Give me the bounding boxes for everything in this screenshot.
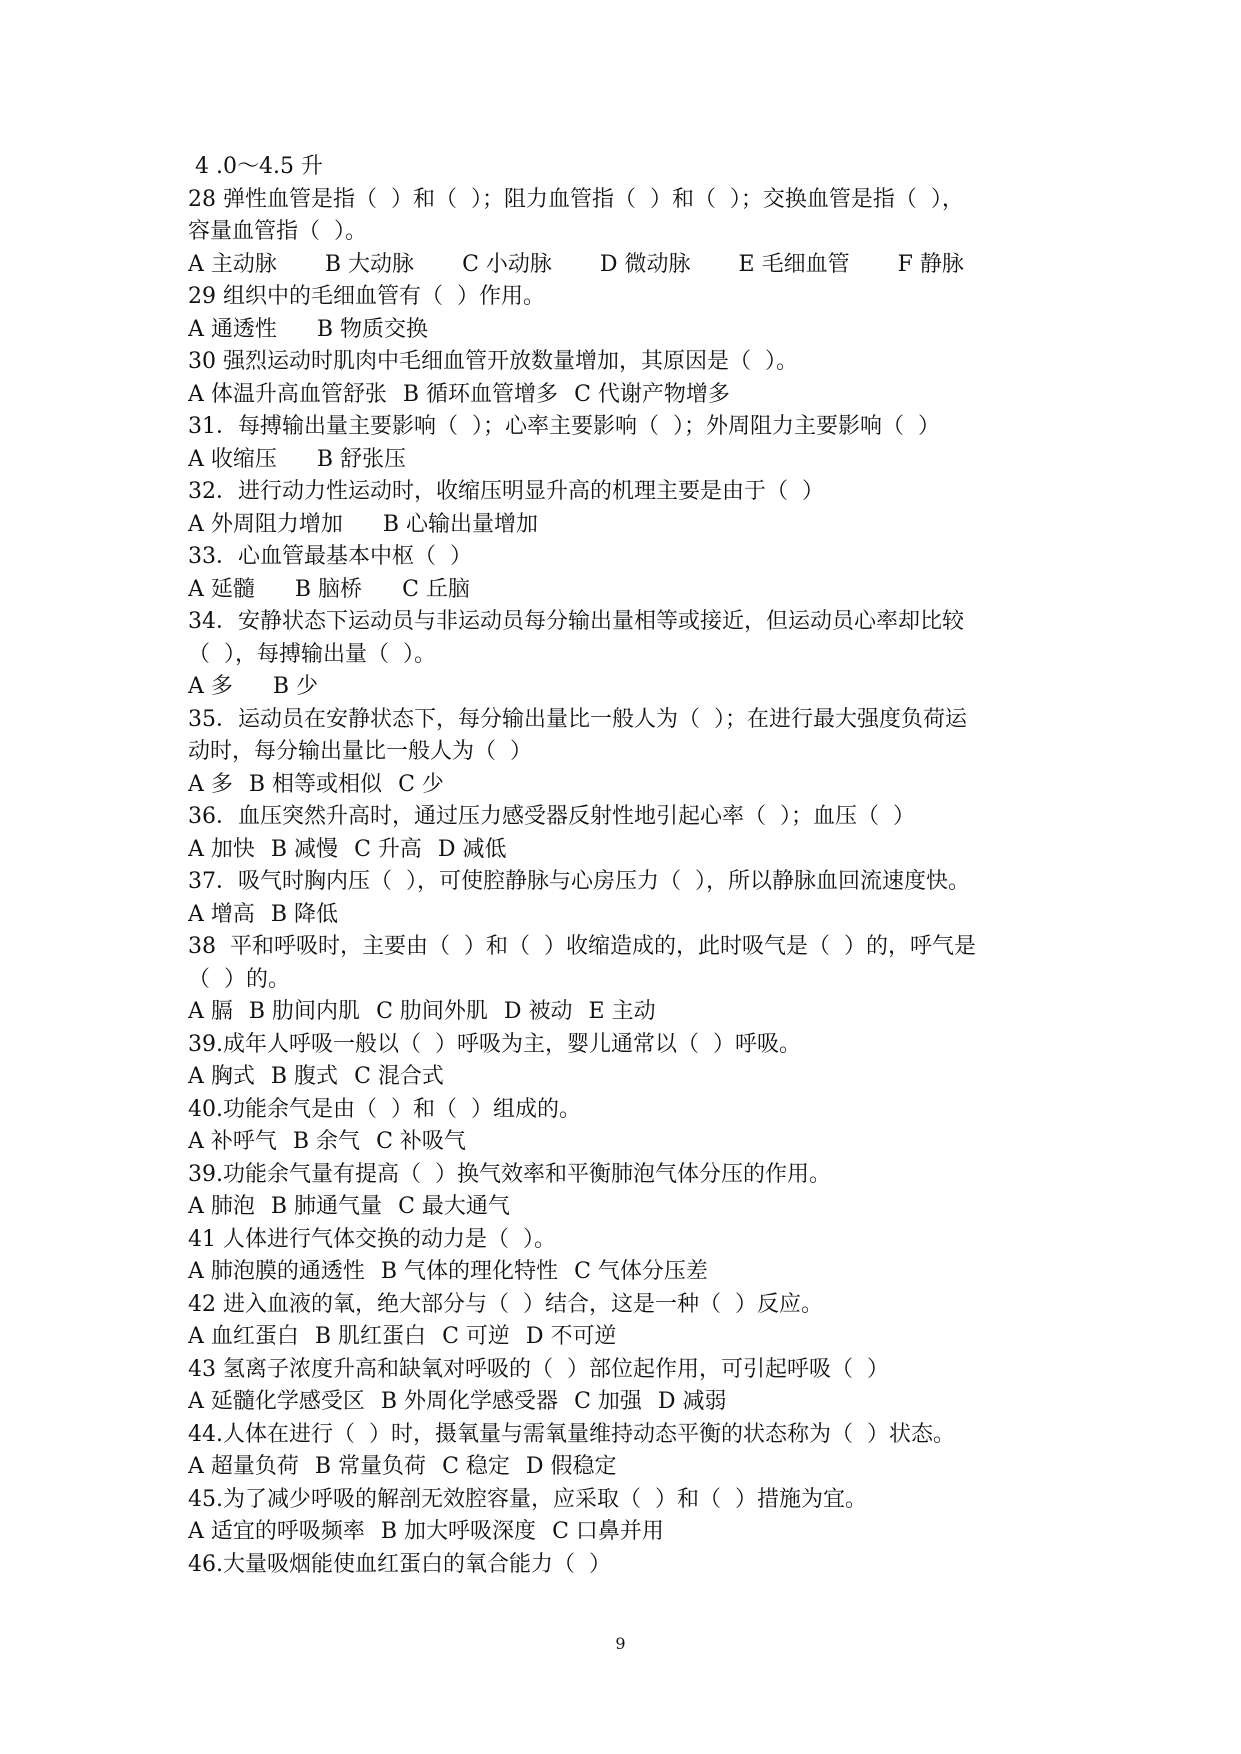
answer-option: A 通透性	[188, 316, 277, 342]
answer-options	[188, 899, 1068, 932]
answer-option: B 外周化学感受器	[380, 1389, 559, 1414]
answer-option: B 脑桥	[294, 576, 363, 602]
answer-option: B 降低	[270, 901, 339, 927]
question-text-line: 36．血压突然升高时，通过压力感受器反射性地引起心率（ ）；血压（ ）	[188, 804, 915, 829]
answer-option: B 循环血管增多	[402, 381, 559, 407]
question-text-line: 31．每搏输出量主要影响（ ）；心率主要影响（ ）；外周阻力主要影响（ ）	[188, 414, 940, 439]
answer-option: C 丘脑	[402, 576, 470, 602]
answer-option: E 毛细血管	[738, 251, 850, 277]
answer-option: D 假稳定	[525, 1454, 617, 1479]
answer-option: E 主动	[588, 999, 656, 1024]
question-text-line: （ ），每搏输出量（ ）。	[188, 641, 436, 667]
answer-option: C 小动脉	[462, 251, 552, 277]
answer-option: B 相等或相似	[248, 771, 383, 797]
answer-option: A 补呼气	[188, 1129, 277, 1154]
answer-options	[188, 1451, 1068, 1484]
answer-option: A 外周阻力增加	[188, 511, 343, 537]
question-text-line: 41 人体进行气体交换的动力是（ ）。	[188, 1226, 556, 1252]
question-text-line: 30 强烈运动时肌肉中毛细血管开放数量增加，其原因是（ ）。	[188, 349, 798, 374]
answer-option: C 混合式	[354, 1064, 444, 1089]
answer-option: A 主动脉	[188, 251, 277, 277]
question-list	[188, 151, 1068, 1581]
answer-option: C 加强	[574, 1389, 642, 1414]
answer-option: C 最大通气	[398, 1194, 510, 1219]
answer-option: C 可逆	[442, 1324, 510, 1349]
question-text-line: 43 氢离子浓度升高和缺氧对呼吸的（ ）部位起作用，可引起呼吸（ ）	[188, 1356, 889, 1382]
question-text-line: 动时，每分输出量比一般人为（ ）	[188, 739, 532, 764]
answer-options	[188, 1061, 1068, 1094]
question-text-line: 容量血管指（ ）。	[188, 219, 367, 244]
question-text-line: 42 进入血液的氧，绝大部分与（ ）结合，这是一种（ ）反应。	[188, 1291, 823, 1317]
question-text-line: 45.为了减少呼吸的解剖无效腔容量，应采取（ ）和（ ）措施为宜。	[188, 1486, 867, 1512]
answer-option: B 气体的理化特性	[380, 1259, 559, 1284]
answer-options	[188, 509, 1068, 542]
answer-option: B 大动脉	[324, 251, 415, 277]
answer-option: B 物质交换	[316, 316, 429, 342]
question-text-line: 46.大量吸烟能使血红蛋白的氧合能力（ ）	[188, 1551, 611, 1577]
answer-options	[188, 444, 1068, 477]
answer-option: C 稳定	[442, 1454, 510, 1479]
answer-option: C 少	[398, 771, 444, 797]
answer-option: B 腹式	[270, 1064, 339, 1089]
answer-option: A 收缩压	[188, 446, 277, 472]
answer-options	[188, 249, 1068, 282]
question-text-line: 33．心血管最基本中枢（ ）	[188, 544, 472, 569]
answer-option: A 延髓	[188, 576, 255, 602]
answer-option: B 肌红蛋白	[314, 1324, 427, 1349]
question-text-line: 39.成年人呼吸一般以（ ）呼吸为主，婴儿通常以（ ）呼吸。	[188, 1031, 801, 1057]
answer-option: B 肺通气量	[270, 1194, 383, 1219]
answer-option: C 升高	[354, 836, 422, 862]
question-text-line: 37．吸气时胸内压（ ），可使腔静脉与心房压力（ ），所以静脉血回流速度快。	[188, 869, 970, 894]
answer-option: A 肺泡	[188, 1194, 255, 1219]
answer-option: A 加快	[188, 836, 255, 862]
answer-option: B 减慢	[270, 836, 339, 862]
answer-option: A 多	[188, 771, 233, 797]
answer-options	[188, 1126, 1068, 1159]
answer-option: F 静脉	[897, 251, 964, 277]
answer-option: A 超量负荷	[188, 1454, 299, 1479]
answer-options	[188, 996, 1068, 1029]
answer-option: B 余气	[292, 1129, 361, 1154]
answer-option: C 补吸气	[376, 1129, 466, 1154]
answer-option: A 胸式	[188, 1064, 255, 1089]
answer-options	[188, 1191, 1068, 1224]
answer-option: A 肺泡膜的通透性	[188, 1259, 365, 1284]
question-text-line: （ ）的。	[188, 966, 290, 992]
answer-option: A 延髓化学感受区	[188, 1389, 365, 1414]
answer-option: C 口鼻并用	[552, 1519, 664, 1544]
answer-option: A 适宜的呼吸频率	[188, 1519, 365, 1544]
answer-options	[188, 1516, 1068, 1549]
answer-option: A 体温升高血管舒张	[188, 381, 387, 407]
question-text-line: 40.功能余气是由（ ）和（ ）组成的。	[188, 1096, 581, 1122]
answer-option: B 加大呼吸深度	[380, 1519, 537, 1544]
answer-option: D 减低	[437, 836, 507, 862]
answer-option: B 少	[272, 674, 319, 699]
question-text-line: 4 .0～4.5 升	[188, 154, 323, 179]
answer-option: D 微动脉	[599, 251, 691, 277]
answer-option: B 常量负荷	[314, 1454, 427, 1479]
answer-option: C 肋间外肌	[376, 999, 488, 1024]
question-text-line: 44.人体在进行（ ）时，摄氧量与需氧量维持动态平衡的状态称为（ ）状态。	[188, 1421, 955, 1447]
answer-option: D 不可逆	[525, 1324, 617, 1349]
question-text-line: 34．安静状态下运动员与非运动员每分输出量相等或接近，但运动员心率却比较	[188, 609, 964, 634]
answer-option: A 血红蛋白	[188, 1324, 299, 1349]
page-number: 9	[615, 1634, 626, 1653]
answer-option: A 膈	[188, 999, 233, 1024]
answer-option: C 代谢产物增多	[574, 381, 730, 407]
answer-options	[188, 671, 1068, 704]
answer-options	[188, 834, 1068, 867]
answer-options	[188, 1321, 1068, 1354]
question-text-line: 38 平和呼吸时，主要由（ ）和（ ）收缩造成的，此时吸气是（ ）的，呼气是	[188, 934, 976, 959]
answer-options	[188, 769, 1068, 802]
answer-option: B 肋间内肌	[248, 999, 361, 1024]
answer-options	[188, 1386, 1068, 1419]
answer-options	[188, 1256, 1068, 1289]
answer-options	[188, 574, 1068, 607]
answer-option: B 舒张压	[316, 446, 407, 472]
answer-option: C 气体分压差	[574, 1259, 708, 1284]
question-text-line: 29 组织中的毛细血管有（ ）作用。	[188, 284, 545, 309]
answer-option: D 减弱	[657, 1389, 727, 1414]
question-text-line: 35．运动员在安静状态下，每分输出量比一般人为（ ）；在进行最大强度负荷运	[188, 706, 967, 732]
question-text-line: 39.功能余气量有提高（ ）换气效率和平衡肺泡气体分压的作用。	[188, 1161, 831, 1187]
question-text-line: 28 弹性血管是指（ ）和（ ）；阻力血管指（ ）和（ ）；交换血管是指（ ），	[188, 186, 964, 212]
answer-option: A 增高	[188, 901, 255, 927]
answer-option: D 被动	[503, 999, 573, 1024]
answer-option: A 多	[188, 674, 233, 699]
answer-option: B 心输出量增加	[382, 511, 539, 537]
question-text-line: 32．进行动力性运动时，收缩压明显升高的机理主要是由于（ ）	[188, 479, 824, 504]
answer-options	[188, 314, 1068, 347]
answer-options	[188, 379, 1068, 412]
